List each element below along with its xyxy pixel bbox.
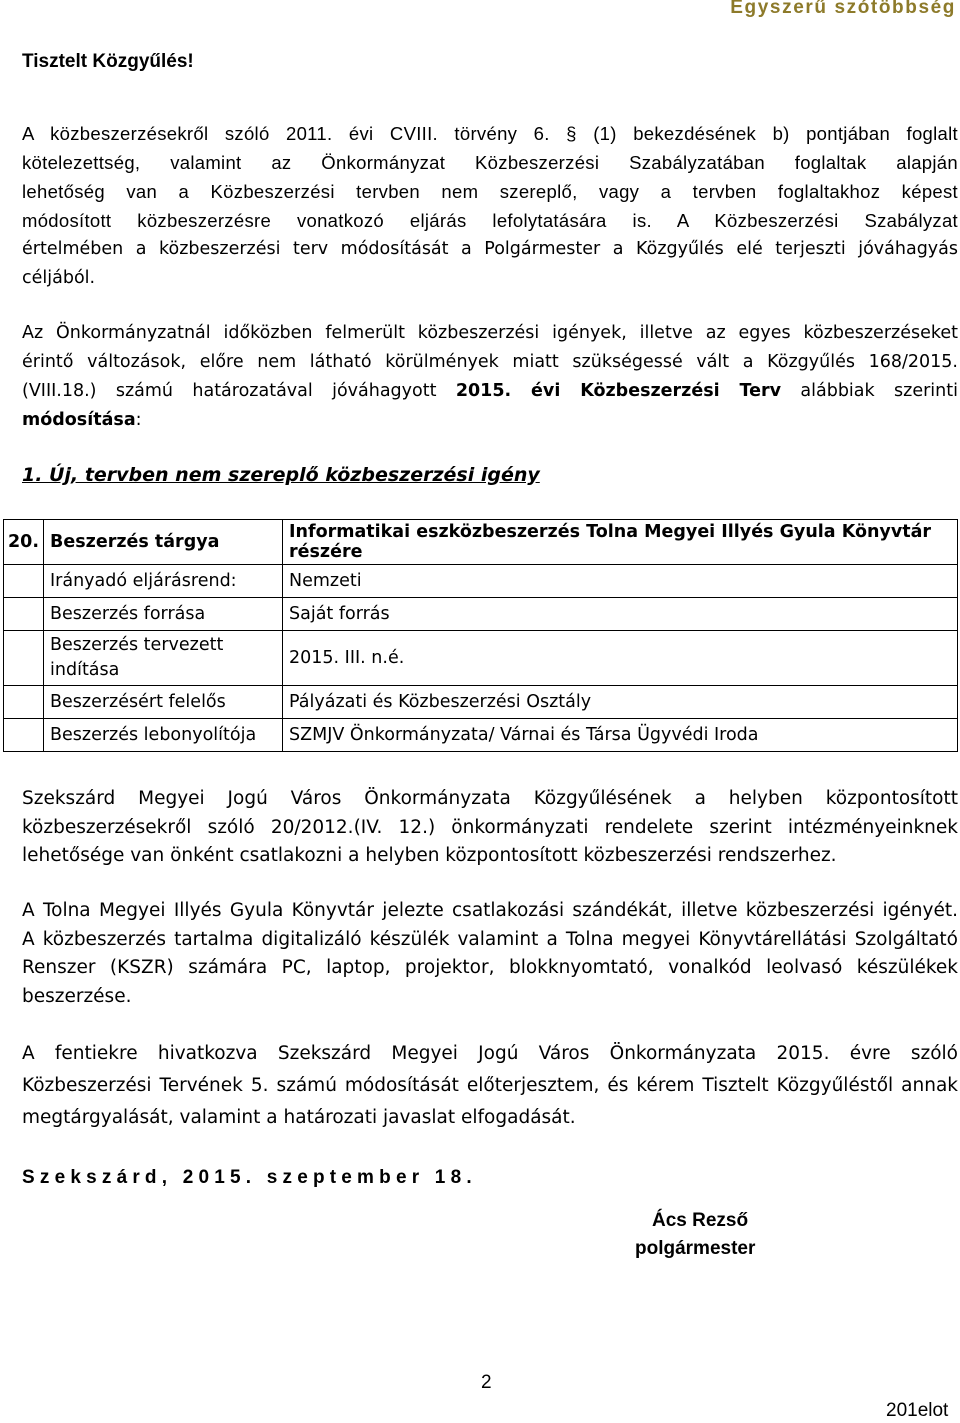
- header-tag: Egyszerű szótöbbség: [730, 0, 956, 18]
- paragraph-line: Az Önkormányzatnál időközben felmerült közbeszerzési igények, illetve az egyes közbeszerzéseket: [22, 323, 958, 343]
- paragraph-line: A közbeszerzésekről szóló 2011. évi CVIII. törvény 6. § (1) bekezdésének b) pontjában foglalt: [22, 123, 958, 144]
- empty-cell: [4, 598, 44, 631]
- table-row: [4, 686, 958, 719]
- paragraph-line: érintő változások, előre nem látható körülmények miatt szükségessé vált a Közgyűlés 168/2015.: [22, 352, 958, 372]
- header-value: Informatikai eszközbeszerzés Tolna Megyei Illyés Gyula Könyvtár részére: [283, 520, 958, 565]
- paragraph-line: [22, 406, 958, 435]
- page-number: 2: [481, 1372, 492, 1393]
- row-label: Beszerzés lebonyolítója: [44, 719, 283, 752]
- paragraph-line: A fentiekre hivatkozva Szekszárd Megyei Jogú Város Önkormányzata 2015. évre szóló: [22, 1043, 958, 1064]
- empty-cell: [4, 631, 44, 686]
- city-date: Szekszárd, 2015. szeptember 18.: [22, 1167, 477, 1188]
- paragraph-centralized-procurement: [22, 785, 958, 871]
- paragraph-line: Renszer (KSZR) számára PC, laptop, projektor, blokknyomtató, vonalkód leolvasó készülékek: [22, 957, 958, 978]
- paragraph-line: kötelezettség, valamint az Önkormányzat Közbeszerzési Szabályzatában foglaltak alapján: [22, 152, 958, 173]
- row-value: Nemzeti: [283, 565, 958, 598]
- table-row: [4, 719, 958, 752]
- row-label: Irányadó eljárásrend:: [44, 565, 283, 598]
- empty-cell: [4, 565, 44, 598]
- table-row: [4, 598, 958, 631]
- row-value: 2015. III. n.é.: [283, 631, 958, 686]
- text-run: :: [135, 410, 142, 430]
- paragraph-line: közbeszerzésekről szóló 20/2012.(IV. 12.) önkormányzati rendelete szerint intézményeinknek: [22, 816, 958, 838]
- row-label: Beszerzésért felelős: [44, 686, 283, 719]
- text-run: alábbiak szerinti: [800, 381, 958, 401]
- text-run: (VIII.18.) számú határozatával jóváhagyott: [22, 381, 437, 401]
- paragraph-library-request: [22, 897, 958, 1011]
- paragraph-line: lehetősége van önként csatlakozni a helyben központosított közbeszerzési rendszerhez.: [22, 845, 837, 866]
- header-label: Beszerzés tárgya: [44, 520, 283, 565]
- paragraph-line: Szekszárd Megyei Jogú Város Önkormányzata Közgyűlésének a helyben központosított: [22, 788, 958, 809]
- table-row: [4, 631, 958, 686]
- empty-cell: [4, 719, 44, 752]
- row-label: Beszerzés forrása: [44, 598, 283, 631]
- paragraph-line: céljából.: [22, 268, 96, 288]
- paragraph-line: értelmében a közbeszerzési terv módosítását a Polgármester a Közgyűlés elé terjeszti jóváhagyás: [22, 239, 958, 259]
- paragraph-line: módosított közbeszerzésre vonatkozó eljárás lefolytatására is. A Közbeszerzési Szabályzat: [22, 210, 958, 231]
- row-value: Saját forrás: [283, 598, 958, 631]
- paragraph-line: Közbeszerzési Tervének 5. számú módosítását előterjesztem, és kérem Tisztelt Közgyűléstől annak: [22, 1075, 958, 1096]
- row-value: SZMJV Önkormányzata/ Várnai és Társa Ügyvédi Iroda: [283, 719, 958, 752]
- signer-title: polgármester: [635, 1238, 756, 1259]
- row-value: Pályázati és Közbeszerzési Osztály: [283, 686, 958, 719]
- table-row: [4, 565, 958, 598]
- plan-title: 2015. évi Közbeszerzési Terv: [455, 381, 782, 401]
- item-number: 20.: [4, 520, 44, 565]
- paragraph-line: [22, 377, 958, 406]
- paragraph-proposal: [22, 1038, 958, 1134]
- paragraph-line: megtárgyalását, valamint a határozati javaslat elfogadását.: [22, 1107, 576, 1128]
- table-header-row: [4, 520, 958, 565]
- paragraph-line: A Tolna Megyei Illyés Gyula Könyvtár jelezte csatlakozási szándékát, illetve közbeszerzési igényét.: [22, 900, 958, 921]
- paragraph-line: lehetőség van a Közbeszerzési tervben nem szereplő, vagy a tervben foglaltakhoz képest: [22, 181, 958, 202]
- empty-cell: [4, 686, 44, 719]
- paragraph-line: A közbeszerzés tartalma digitalizáló készülék valamint a Tolna megyei Könyvtárellátási Szolgáltató: [22, 928, 958, 950]
- modification-word: módosítása: [22, 410, 136, 430]
- paragraph-line: beszerzése.: [22, 985, 132, 1007]
- procurement-table: [3, 519, 958, 752]
- signer-name: Ács Rezső: [652, 1210, 749, 1231]
- row-label: Beszerzés tervezett indítása: [44, 631, 283, 686]
- salutation: Tisztelt Közgyűlés!: [22, 51, 194, 72]
- document-code: 201elot: [886, 1400, 949, 1421]
- section-heading: 1. Új, tervben nem szereplő közbeszerzési igény: [22, 464, 540, 486]
